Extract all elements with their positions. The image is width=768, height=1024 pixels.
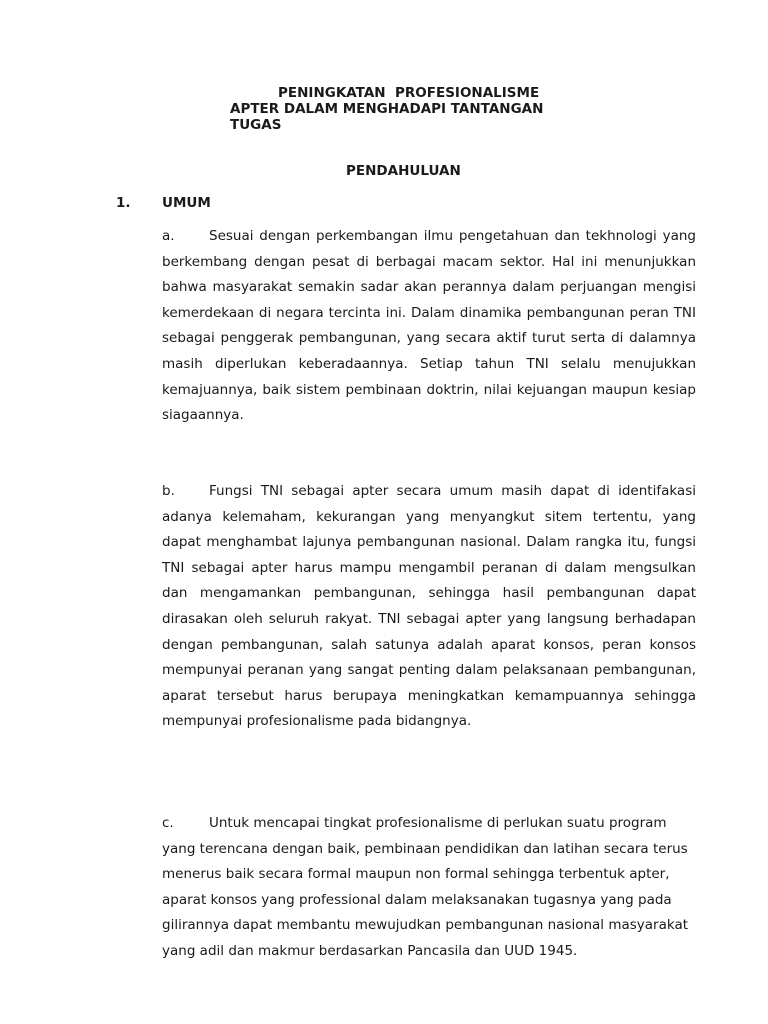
paragraph-marker: b. [162, 483, 175, 499]
title-line-3: TUGAS [230, 117, 282, 133]
item-number: 1. [116, 195, 131, 211]
paragraph-marker: a. [162, 228, 175, 244]
section-heading: PENDAHULUAN [346, 163, 461, 179]
title-line-1: PENINGKATAN PROFESIONALISME [278, 85, 540, 101]
paragraph-text: Sesuai dengan perkembangan ilmu pengetahuan dan tekhnologi yang berkembang dengan pesat di berbagai macam sektor. Hal ini menunjukkan bahwa masyarakat semakin sadar akan perannya dalam perjuangan mengisi kemerdekaan di negara tercinta ini. Dalam dinamika pembangunan peran TNI sebagai penggerak pembangunan, yang secara aktif turut serta di dalamnya masih diperlukan keberadaannya. Setiap tahun TNI selalu menujukkan kemajuannya, baik sistem pembinaan doktrin, nilai kejuangan maupun kesiap siagaannya. [162, 228, 696, 424]
paragraph-text: Fungsi TNI sebagai apter secara umum masih dapat di identifakasi adanya kelemaham, kekurangan yang menyangkut sitem tertentu, yang dapat menghambat lajunya pembangunan nasional. Dalam rangka itu, fungsi TNI sebagai apter harus mampu mengambil peranan di dalam mengsulkan dan mengamankan pembangunan, sehingga hasil pembangunan dapat dirasakan oleh seluruh rakyat. TNI sebagai apter yang langsung berhadapan dengan pembangunan, salah satunya adalah aparat konsos, peran konsos mempunyai peranan yang sangat penting dalam pelaksanaan pembangunan, aparat tersebut harus berupaya meningkatkan kemampuannya sehingga mempunyai profesionalisme pada bidangnya. [162, 483, 696, 730]
item-heading: UMUM [162, 195, 211, 211]
paragraph-b [162, 479, 696, 735]
paragraph-a [162, 224, 696, 429]
paragraph-text: Untuk mencapai tingkat profesionalisme di perlukan suatu program yang terencana dengan baik, pembinaan pendidikan dan latihan secara terus menerus baik secara formal maupun non formal sehingga terbentuk apter, aparat konsos yang professional dalam melaksanakan tugasnya yang pada gilirannya dapat membantu mewujudkan pembangunan nasional masyarakat yang adil dan makmur berdasarkan Pancasila dan UUD 1945. [162, 815, 689, 959]
title-line-2: APTER DALAM MENGHADAPI TANTANGAN [230, 101, 544, 117]
paragraph-marker: c. [162, 815, 174, 831]
paragraph-c [162, 811, 696, 965]
document-title [230, 85, 543, 133]
